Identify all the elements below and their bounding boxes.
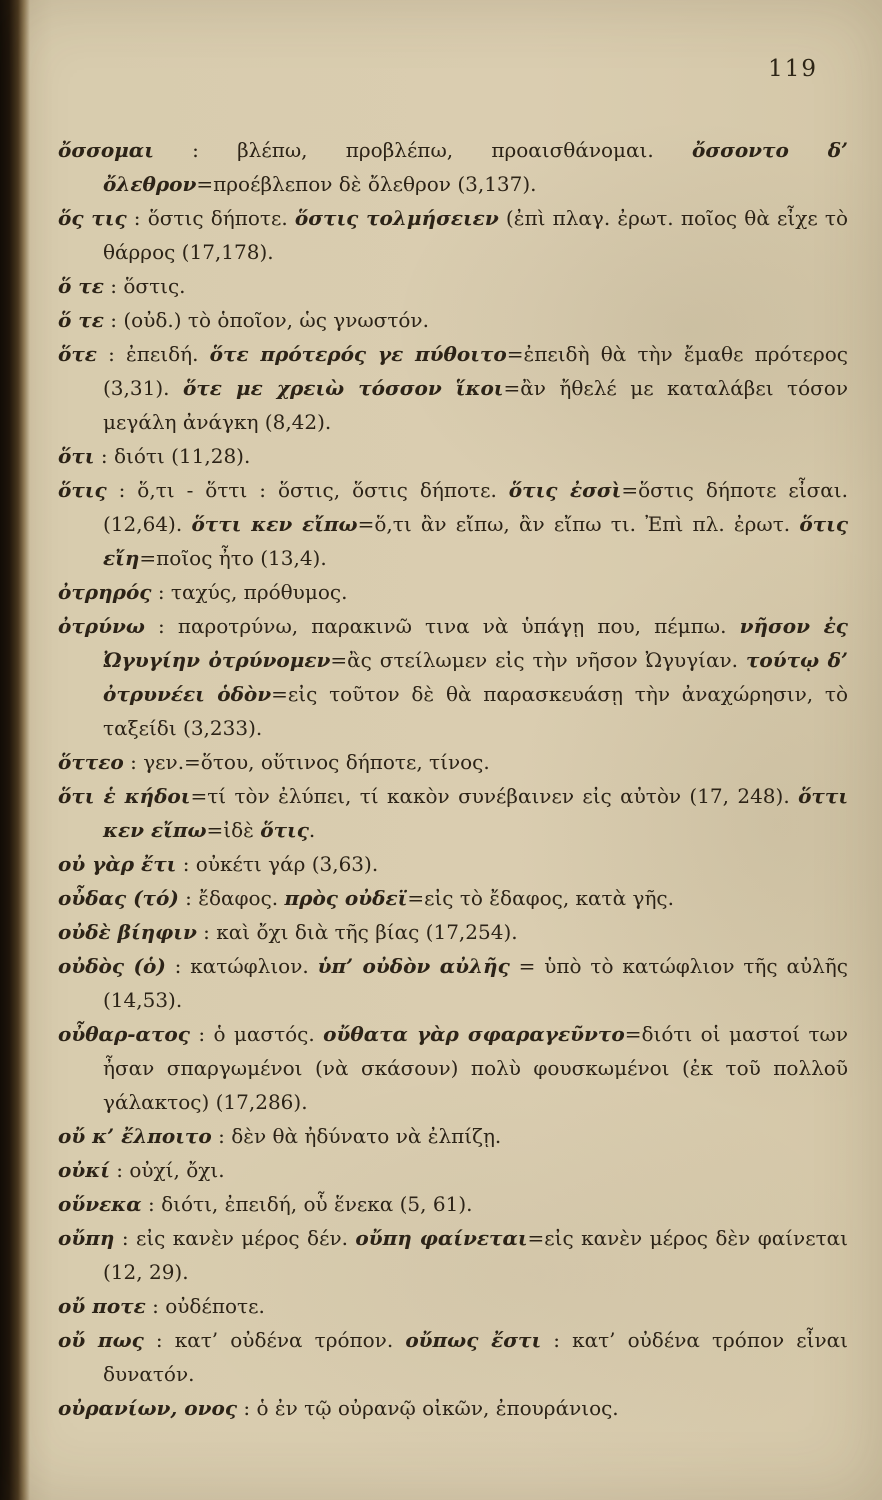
gloss-text: =ἰδὲ — [206, 818, 261, 842]
dictionary-entry — [58, 439, 848, 473]
dictionary-entry — [58, 201, 848, 269]
headword: ὅτι ἑ κήδοι — [58, 784, 191, 808]
headword: ὅτε — [58, 342, 97, 366]
dictionary-entry — [58, 1017, 848, 1119]
headword: ὄσσομαι — [58, 138, 154, 162]
gloss-text: : καὶ ὄχι διὰ τῆς βίας (17,254). — [196, 920, 518, 944]
gloss-text: : διότι (11,28). — [94, 444, 251, 468]
gloss-text: : γεν.=ὅτου, οὕτινος δήποτε, τίνος. — [123, 750, 490, 774]
headword: ὀτρηρός — [58, 580, 152, 604]
headword: οὕνεκα — [58, 1192, 142, 1216]
gloss-text: : (οὐδ.) τὸ ὁποῖον, ὡς γνωστόν. — [103, 308, 429, 332]
gloss-text: : ὁ ἐν τῷ οὐρανῷ οἰκῶν, ἐπουράνιος. — [237, 1396, 619, 1420]
dictionary-entry — [58, 745, 848, 779]
gloss-text: : εἰς κανὲν μέρος δέν. — [114, 1226, 356, 1250]
gloss-text: =ὅ,τι ἂν εἴπω, ἂν εἴπω τι. Ἐπὶ πλ. ἐρωτ. — [357, 512, 800, 536]
gloss-text: =ἐπειδὴ θὰ τὴν ἔμαθε πρότερος (3,31). — [103, 342, 848, 400]
gloss-text: : οὐδέποτε. — [145, 1294, 265, 1318]
headword: ὅττι κεν εἴπω — [103, 784, 848, 842]
dictionary-entry — [58, 1153, 848, 1187]
gloss-text: : οὐχί, ὄχι. — [109, 1158, 225, 1182]
gloss-text: =διότι οἱ μαστοί των ἦσαν σπαργωμένοι (νὰ σκάσουν) πολὺ φουσκωμένοι (ἐκ τοῦ πολλοῦ γάλακτος) (17,286). — [103, 1022, 849, 1114]
headword: οὐ γὰρ ἔτι — [58, 852, 177, 876]
headword: ὅτις — [260, 818, 309, 842]
headword: ὅς τις — [58, 206, 127, 230]
headword: οὔ ποτε — [58, 1294, 146, 1318]
dictionary-entry — [58, 269, 848, 303]
headword: οὖθαρ-ατος — [58, 1022, 190, 1046]
dictionary-entry — [58, 609, 848, 745]
gloss-text: : ὁ μαστός. — [189, 1022, 324, 1046]
headword: ὅστις τολμήσειεν — [294, 206, 499, 230]
headword: ὑπ’ οὐδὸν αὐλῆς — [317, 954, 510, 978]
headword: νῆσον ἐς Ὠγυγίην ὀτρύνομεν — [103, 614, 848, 672]
gloss-text: =εἰς κανὲν μέρος δὲν φαίνεται (12, 29). — [103, 1226, 848, 1284]
headword: ὅ τε — [58, 308, 104, 332]
headword: οὐδὸς (ὁ) — [58, 954, 166, 978]
gloss-text: . — [308, 818, 316, 842]
headword: ὅττι κεν εἴπω — [191, 512, 358, 536]
headword: τούτῳ δ’ ὀτρυνέει ὁδὸν — [103, 648, 848, 706]
gloss-text: : κατ’ οὐδένα τρόπον εἶναι δυνατόν. — [103, 1328, 848, 1386]
dictionary-entry — [58, 473, 848, 575]
gloss-text: : διότι, ἐπειδή, οὗ ἕνεκα (5, 61). — [141, 1192, 473, 1216]
dictionary-entry — [58, 133, 848, 201]
gloss-text: =προέβλεπον δὲ ὄλεθρον (3,137). — [196, 172, 537, 196]
page-number: 119 — [768, 56, 818, 82]
headword: πρὸς οὐδεϊ — [284, 886, 408, 910]
dictionary-entry — [58, 779, 848, 847]
gloss-text: : ὅστις δήποτε. — [126, 206, 295, 230]
headword: οὐρανίων, ονος — [58, 1396, 238, 1420]
gloss-text: =ἂν ἤθελέ με καταλάβει τόσον μεγάλη ἀνάγκη (8,42). — [103, 376, 848, 434]
gloss-text: =ὅστις δήποτε εἶσαι. (12,64). — [103, 478, 848, 536]
headword: οὐκί — [58, 1158, 110, 1182]
headword: οὔθατα γὰρ σφαραγεῦντο — [323, 1022, 625, 1046]
headword: οὔπως ἔστι — [405, 1328, 542, 1352]
gloss-text: : κατ’ οὐδένα τρόπον. — [143, 1328, 406, 1352]
gloss-text: : ὅστις. — [103, 274, 186, 298]
gloss-text: =εἰς τοῦτον δὲ θὰ παρασκευάσῃ τὴν ἀναχώρησιν, τὸ ταξείδι (3,233). — [103, 682, 848, 740]
headword: οὔ κ’ ἔλποιτο — [58, 1124, 212, 1148]
gloss-text: : ἔδαφος. — [178, 886, 285, 910]
dictionary-entry — [58, 915, 848, 949]
headword: ὅτε με χρειὼ τόσσον ἵκοι — [182, 376, 504, 400]
headword: ὅτις — [58, 478, 107, 502]
headword: ὅτι — [58, 444, 95, 468]
headword: οὔ πως — [58, 1328, 144, 1352]
gloss-text: =εἰς τὸ ἔδαφος, κατὰ γῆς. — [407, 886, 674, 910]
dictionary-entry — [58, 949, 848, 1017]
gloss-text: : κατώφλιον. — [165, 954, 318, 978]
dictionary-entry — [58, 881, 848, 915]
dictionary-entry — [58, 1323, 848, 1391]
headword: ὅτις εἴη — [103, 512, 849, 570]
headword: οὖδας (τό) — [58, 886, 179, 910]
headword: ὅτε πρότερός γε πύθοιτο — [209, 342, 507, 366]
dictionary-entry — [58, 1221, 848, 1289]
gloss-text: : ταχύς, πρόθυμος. — [151, 580, 348, 604]
book-binding-shadow — [0, 0, 30, 1500]
dictionary-entries — [58, 133, 848, 1425]
headword: οὔπη φαίνεται — [355, 1226, 528, 1250]
dictionary-entry — [58, 337, 848, 439]
gloss-text: : παροτρύνω, παρακινῶ τινα νὰ ὑπάγῃ που, πέμπω. — [144, 614, 740, 638]
headword: ὀτρύνω — [58, 614, 145, 638]
headword: ὅττεο — [58, 750, 124, 774]
headword: οὐδὲ βίηφιν — [58, 920, 197, 944]
dictionary-entry — [58, 1289, 848, 1323]
gloss-text: : ὅ,τι - ὅττι : ὅστις, ὅστις δήποτε. — [106, 478, 509, 502]
dictionary-entry — [58, 847, 848, 881]
gloss-text: : βλέπω, προβλέπω, προαισθάνομαι. — [153, 138, 692, 162]
headword: ὄσσοντο δ’ ὄλεθρον — [103, 138, 848, 196]
gloss-text: : ἐπειδή. — [96, 342, 210, 366]
dictionary-entry — [58, 575, 848, 609]
gloss-text: : οὐκέτι γάρ (3,63). — [176, 852, 379, 876]
dictionary-entry — [58, 1119, 848, 1153]
dictionary-entry — [58, 1187, 848, 1221]
gloss-text: (ἐπὶ πλαγ. ἐρωτ. ποῖος θὰ εἶχε τὸ θάρρος (17,178). — [103, 206, 848, 264]
headword: ὅ τε — [58, 274, 104, 298]
dictionary-entry — [58, 1391, 848, 1425]
gloss-text: =τί τὸν ἐλύπει, τί κακὸν συνέβαινεν εἰς αὐτὸν (17, 248). — [190, 784, 799, 808]
gloss-text: =ποῖος ἦτο (13,4). — [139, 546, 327, 570]
headword: ὅτις ἐσσὶ — [508, 478, 622, 502]
gloss-text: : δὲν θὰ ἠδύνατο νὰ ἐλπίζῃ. — [211, 1124, 502, 1148]
gloss-text: =ἂς στείλωμεν εἰς τὴν νῆσον Ὠγυγίαν. — [330, 648, 746, 672]
dictionary-entry — [58, 303, 848, 337]
gloss-text: = ὑπὸ τὸ κατώφλιον τῆς αὐλῆς (14,53). — [103, 954, 848, 1012]
headword: οὔπη — [58, 1226, 115, 1250]
